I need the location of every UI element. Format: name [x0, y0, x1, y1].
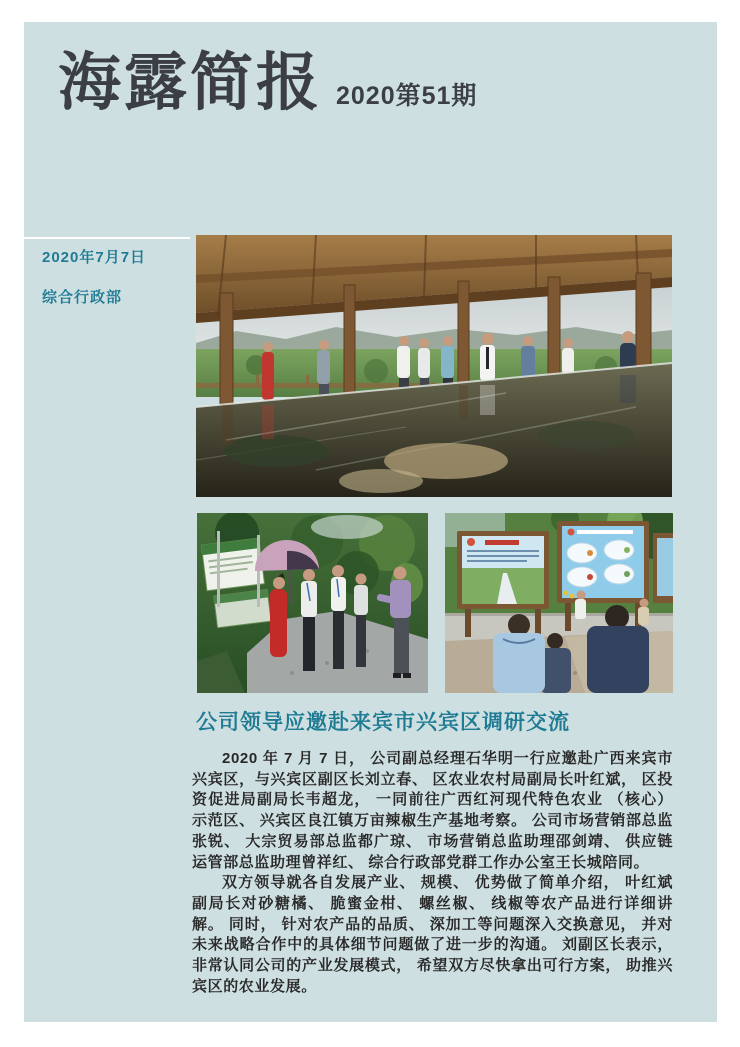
- boards-photo-graphic: [445, 513, 673, 693]
- article-headline: 公司领导应邀赴来宾市兴宾区调研交流: [196, 711, 570, 734]
- newsletter-title: 海露简报: [58, 48, 322, 118]
- issue-number: 2020第51期: [336, 82, 478, 110]
- masthead: [58, 48, 478, 118]
- roadside-discussion-photo: [197, 513, 428, 693]
- department-label: 综合行政部: [42, 289, 123, 306]
- article-paragraph-1: 2020 年 7 月 7 日， 公司副总经理石华明一行应邀赴广西来宾市兴宾区，与兴宾区副区长刘立春、 区农业农村局副局长叶红斌， 区投资促进局副局长韦超龙， 一同前往广西红河现代特色农业 （核心） 示范区、 兴宾区良江镇万亩辣椒生产基地考察。 公司市场营销部总监张锐、 大宗贸易部总监都广琼、 市场营销总监助理邵剑靖、 供应链运管部总监助理曾祥红、 综合行政部党群工作办公室王长城陪同。: [192, 750, 673, 871]
- pavilion-sand-table-visit-photo: [196, 235, 672, 497]
- article-paragraph-2: 双方领导就各自发展产业、 规模、 优势做了简单介绍， 叶红斌副局长对砂糖橘、 脆蜜金柑、 螺丝椒、 线椒等农产品进行详细讲解。 同时， 针对农产品的品质、 深加工等问题深入交换意见， 并对未来战略合作中的具体细节问题做了进一步的沟通。 刘副区长表示， 非常认同公司的产业发展模式， 希望双方尽快拿出可行方案， 助推兴宾区的农业发展。: [192, 874, 673, 995]
- newsletter-panel: [24, 22, 717, 1022]
- sidebar-divider: [24, 237, 190, 239]
- publish-date: 2020年7月7日: [42, 249, 147, 266]
- roadside-photo-graphic: [197, 513, 428, 693]
- pavilion-photo-graphic: [196, 235, 672, 497]
- information-boards-photo: [445, 513, 673, 693]
- article-body: [192, 749, 673, 997]
